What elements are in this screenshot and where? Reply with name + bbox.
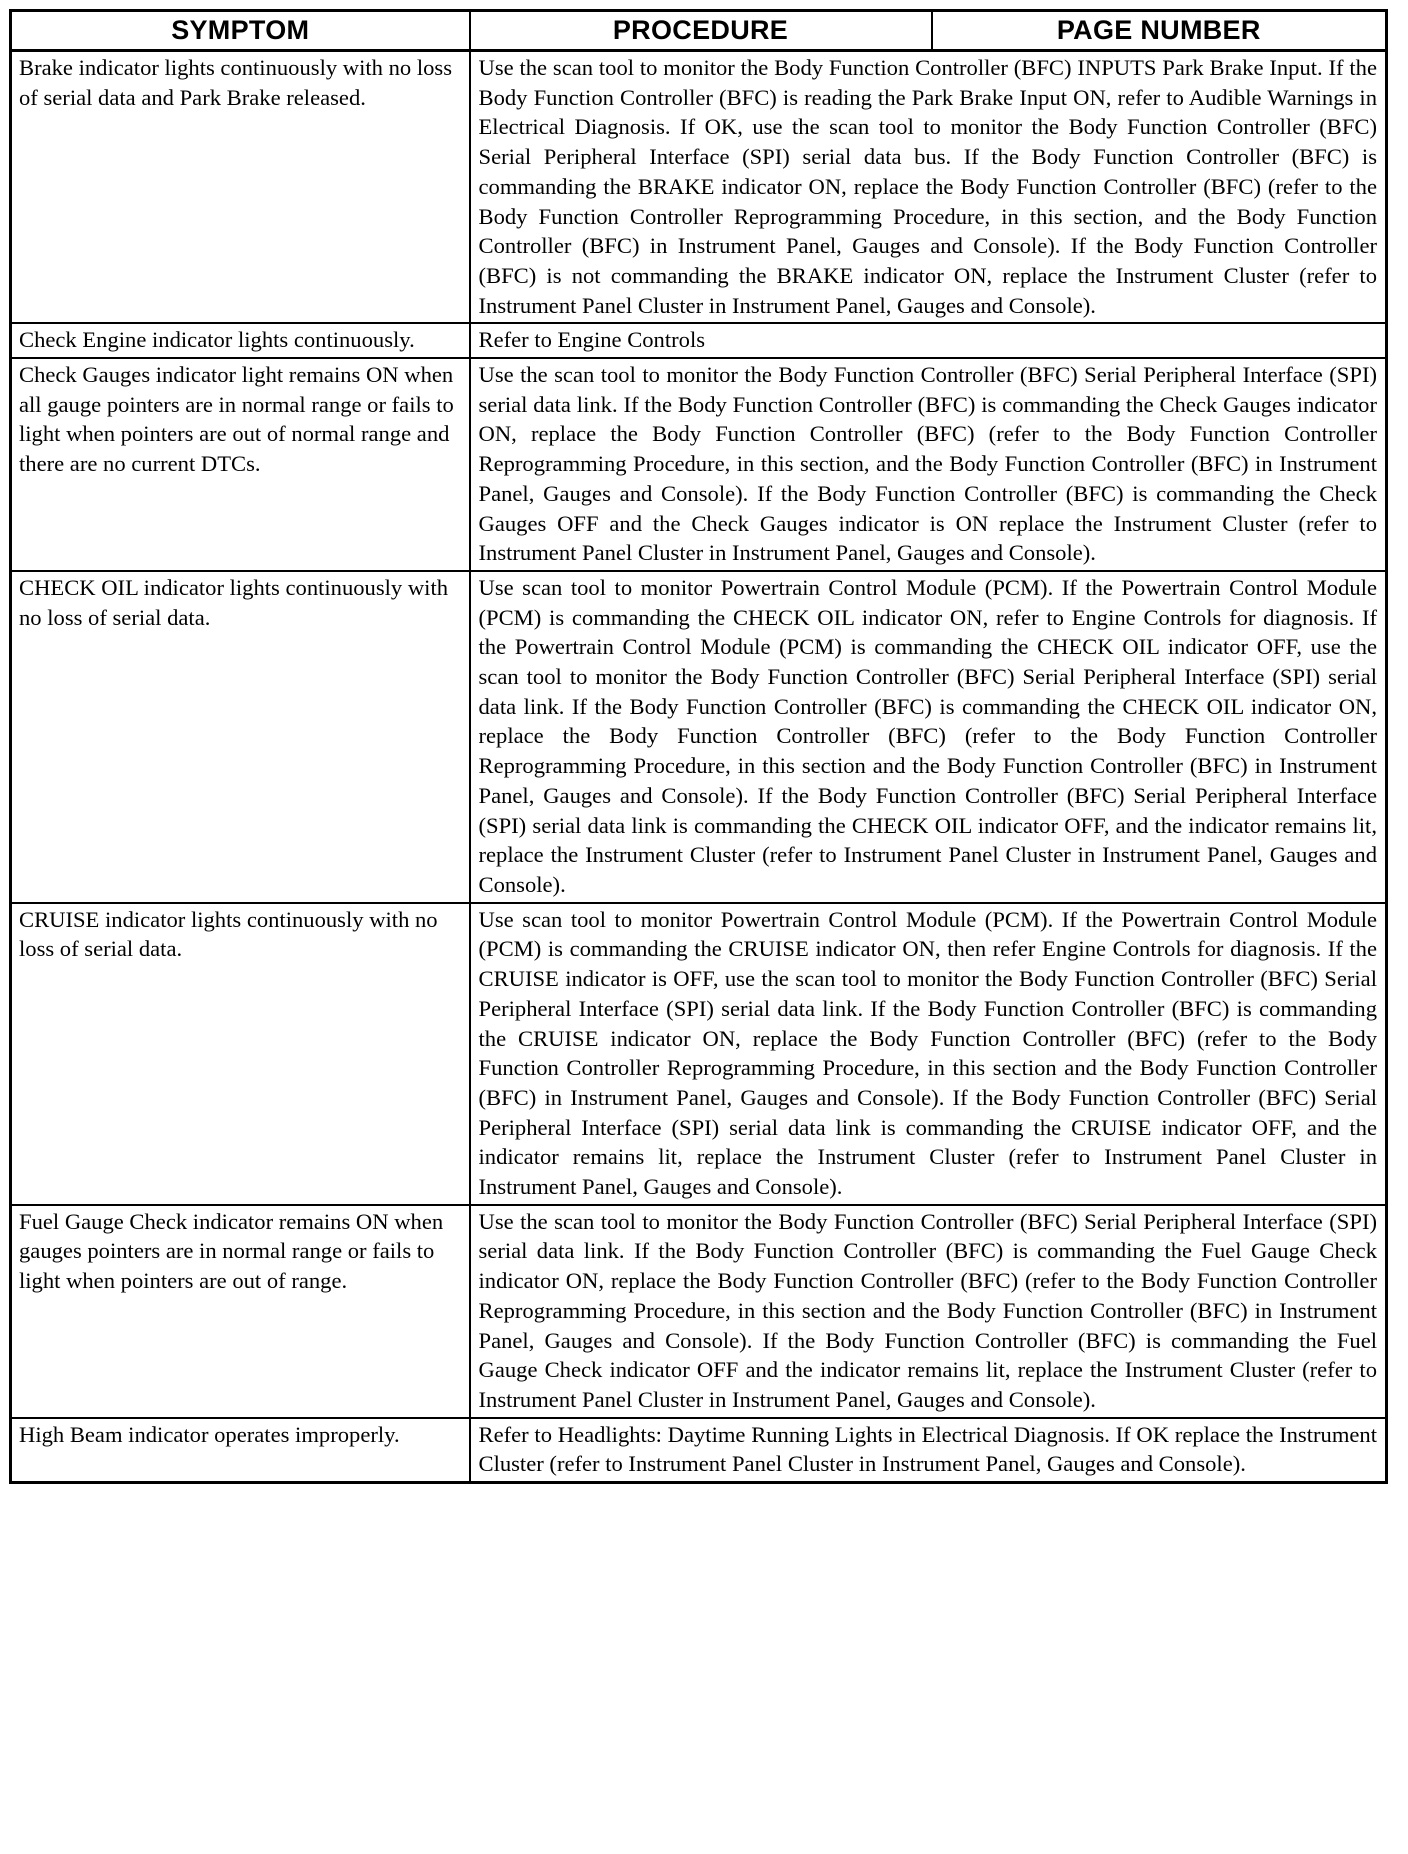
- procedure-cell: Use scan tool to monitor Powertrain Control Module (PCM). If the Powertrain Control Module (PCM) is commanding the CRUISE indicator ON, then refer Engine Controls for diagnosis. If the CRUISE indicator is OFF, use the scan tool to monitor the Body Function Controller (BFC) Serial Peripheral Interface (SPI) serial data link. If the Body Function Controller (BFC) is commanding the CRUISE indicator ON, replace the Body Function Controller (BFC) (refer to the Body Function Controller Reprogramming Procedure, in this section and the Body Function Controller (BFC) in Instrument Panel, Gauges and Console). If the Body Function Controller (BFC) Serial Peripheral Interface (SPI) serial data link is commanding the CRUISE indicator OFF, and the indicator remains lit, replace the Instrument Cluster (refer to Instrument Panel Cluster in Instrument Panel, Gauges and Console).: [470, 903, 1387, 1205]
- table-row: [11, 358, 1387, 571]
- symptom-cell: CHECK OIL indicator lights continuously with no loss of serial data.: [11, 571, 470, 903]
- procedure-cell: Use the scan tool to monitor the Body Function Controller (BFC) Serial Peripheral Interface (SPI) serial data link. If the Body Function Controller (BFC) is commanding the Check Gauges indicator ON, replace the Body Function Controller (BFC) (refer to the Body Function Controller Reprogramming Procedure, in this section, and the Body Function Controller (BFC) in Instrument Panel, Gauges and Console). If the Body Function Controller (BFC) is commanding the Check Gauges OFF and the Check Gauges indicator is ON replace the Instrument Cluster (refer to Instrument Panel Cluster in Instrument Panel, Gauges and Console).: [470, 358, 1387, 571]
- header-procedure: PROCEDURE: [470, 11, 932, 51]
- procedure-cell: Use the scan tool to monitor the Body Function Controller (BFC) INPUTS Park Brake Input. If the Body Function Controller (BFC) is reading the Park Brake Input ON, refer to Audible Warnings in Electrical Diagnosis. If OK, use the scan tool to monitor the Body Function Controller (BFC) Serial Peripheral Interface (SPI) serial data bus. If the Body Function Controller (BFC) is commanding the BRAKE indicator ON, replace the Body Function Controller (BFC) (refer to the Body Function Controller Reprogramming Procedure, in this section, and the Body Function Controller (BFC) in Instrument Panel, Gauges and Console). If the Body Function Controller (BFC) is not commanding the BRAKE indicator ON, replace the Instrument Cluster (refer to Instrument Panel Cluster in Instrument Panel, Gauges and Console).: [470, 51, 1387, 324]
- procedure-cell: Use scan tool to monitor Powertrain Control Module (PCM). If the Powertrain Control Module (PCM) is commanding the CHECK OIL indicator ON, refer to Engine Controls for diagnosis. If the Powertrain Control Module (PCM) is commanding the CHECK OIL indicator OFF, use the scan tool to monitor the Body Function Controller (BFC) Serial Peripheral Interface (SPI) serial data link. If the Body Function Controller (BFC) is commanding the CHECK OIL indicator ON, replace the Body Function Controller (BFC) (refer to the Body Function Controller Reprogramming Procedure, in this section and the Body Function Controller (BFC) in Instrument Panel, Gauges and Console). If the Body Function Controller (BFC) Serial Peripheral Interface (SPI) serial data link is commanding the CHECK OIL indicator OFF, and the indicator remains lit, replace the Instrument Cluster (refer to Instrument Panel Cluster in Instrument Panel, Gauges and Console).: [470, 571, 1387, 903]
- header-symptom: SYMPTOM: [11, 11, 470, 51]
- symptom-table-container: [9, 9, 1385, 1484]
- symptom-cell: Check Engine indicator lights continuously.: [11, 323, 470, 358]
- symptom-cell: CRUISE indicator lights continuously with no loss of serial data.: [11, 903, 470, 1205]
- symptom-cell: Brake indicator lights continuously with no loss of serial data and Park Brake released.: [11, 51, 470, 324]
- symptom-cell: High Beam indicator operates improperly.: [11, 1418, 470, 1483]
- table-row: [11, 323, 1387, 358]
- table-header-row: [11, 11, 1387, 51]
- header-page-number: PAGE NUMBER: [932, 11, 1387, 51]
- symptom-cell: Fuel Gauge Check indicator remains ON when gauges pointers are in normal range or fails to light when pointers are out of range.: [11, 1205, 470, 1418]
- procedure-cell: Use the scan tool to monitor the Body Function Controller (BFC) Serial Peripheral Interface (SPI) serial data link. If the Body Function Controller (BFC) is commanding the Fuel Gauge Check indicator ON, replace the Body Function Controller (BFC) (refer to the Body Function Controller Reprogramming Procedure, in this section and the Body Function Controller (BFC) in Instrument Panel, Gauges and Console). If the Body Function Controller (BFC) is commanding the Fuel Gauge Check indicator OFF and the indicator remains lit, replace the Instrument Cluster (refer to Instrument Panel Cluster in Instrument Panel, Gauges and Console).: [470, 1205, 1387, 1418]
- table-row: [11, 903, 1387, 1205]
- table-row: [11, 1205, 1387, 1418]
- table-row: [11, 571, 1387, 903]
- table-row: [11, 51, 1387, 324]
- procedure-cell: Refer to Engine Controls: [470, 323, 1387, 358]
- symptom-cell: Check Gauges indicator light remains ON when all gauge pointers are in normal range or fails to light when pointers are out of normal range and there are no current DTCs.: [11, 358, 470, 571]
- symptom-table: [9, 9, 1388, 1484]
- procedure-cell: Refer to Headlights: Daytime Running Lights in Electrical Diagnosis. If OK replace the Instrument Cluster (refer to Instrument Panel Cluster in Instrument Panel, Gauges and Console).: [470, 1418, 1387, 1483]
- table-row: [11, 1418, 1387, 1483]
